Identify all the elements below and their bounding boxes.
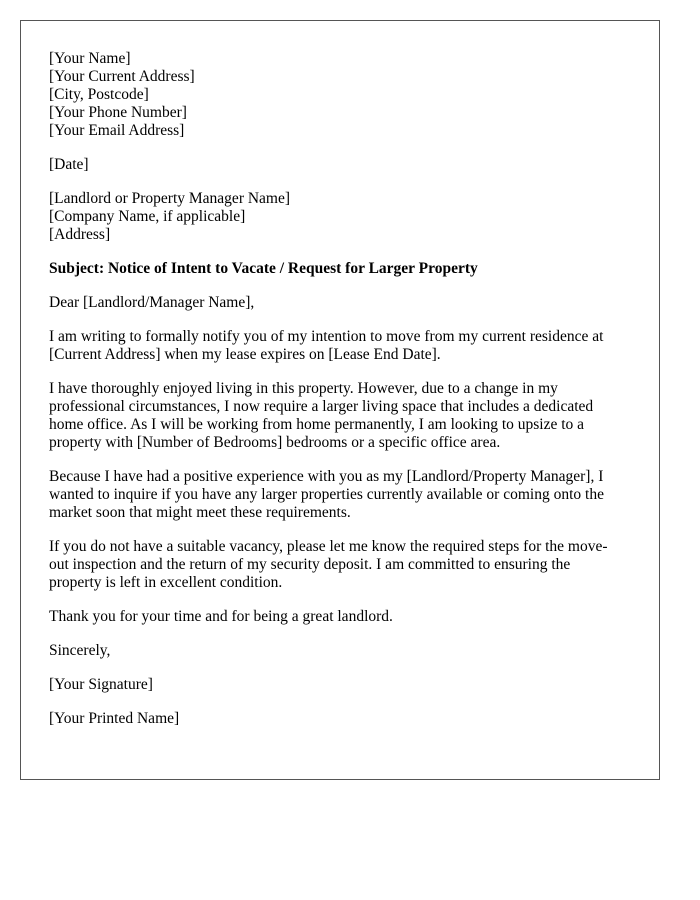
closing-block: [49, 642, 639, 660]
recipient-block: [49, 190, 639, 244]
paragraph-line: If you do not have a suitable vacancy, please let me know the required steps for the move-: [49, 538, 608, 555]
body-paragraph: [49, 328, 639, 364]
paragraph-line: out inspection and the return of my security deposit. I am committed to ensuring the: [49, 556, 571, 573]
sender-email: [Your Email Address]: [49, 122, 185, 139]
paragraph-line: property with [Number of Bedrooms] bedrooms or a specific office area.: [49, 434, 501, 451]
salutation: Dear [Landlord/Manager Name],: [49, 294, 255, 311]
paragraph-line: wanted to inquire if you have any larger properties currently available or coming onto the: [49, 486, 604, 503]
recipient-address: [Address]: [49, 226, 111, 243]
paragraph-line: Thank you for your time and for being a great landlord.: [49, 608, 393, 625]
recipient-company: [Company Name, if applicable]: [49, 208, 246, 225]
signature: [Your Signature]: [49, 676, 153, 693]
paragraph-line: I have thoroughly enjoyed living in this property. However, due to a change in my: [49, 380, 558, 397]
subject-line: [49, 260, 639, 278]
printed-name-block: [49, 710, 639, 728]
paragraph-line: professional circumstances, I now require a larger living space that includes a dedicated: [49, 398, 594, 415]
closing: Sincerely,: [49, 642, 111, 659]
letter-content: [49, 50, 639, 744]
subject-text: Subject: Notice of Intent to Vacate / Request for Larger Property: [49, 260, 478, 277]
sender-name: [Your Name]: [49, 50, 131, 67]
signature-block: [49, 676, 639, 694]
sender-city: [City, Postcode]: [49, 86, 149, 103]
paragraph-line: property is left in excellent condition.: [49, 574, 283, 591]
body-paragraph: [49, 608, 639, 626]
paragraph-line: I am writing to formally notify you of my intention to move from my current residence at: [49, 328, 604, 345]
salutation-block: [49, 294, 639, 312]
recipient-name: [Landlord or Property Manager Name]: [49, 190, 291, 207]
body-paragraph: [49, 468, 639, 522]
sender-block: [49, 50, 639, 140]
paragraph-line: [Current Address] when my lease expires on [Lease End Date].: [49, 346, 441, 363]
paragraph-line: market soon that might meet these requirements.: [49, 504, 351, 521]
letter-page: [20, 20, 660, 780]
body-paragraph: [49, 380, 639, 452]
body-paragraph: [49, 538, 639, 592]
printed-name: [Your Printed Name]: [49, 710, 180, 727]
paragraph-line: Because I have had a positive experience with you as my [Landlord/Property Manager], I: [49, 468, 604, 485]
sender-address: [Your Current Address]: [49, 68, 195, 85]
sender-phone: [Your Phone Number]: [49, 104, 187, 121]
date-block: [49, 156, 639, 174]
letter-date: [Date]: [49, 156, 89, 173]
paragraph-line: home office. As I will be working from home permanently, I am looking to upsize to a: [49, 416, 585, 433]
